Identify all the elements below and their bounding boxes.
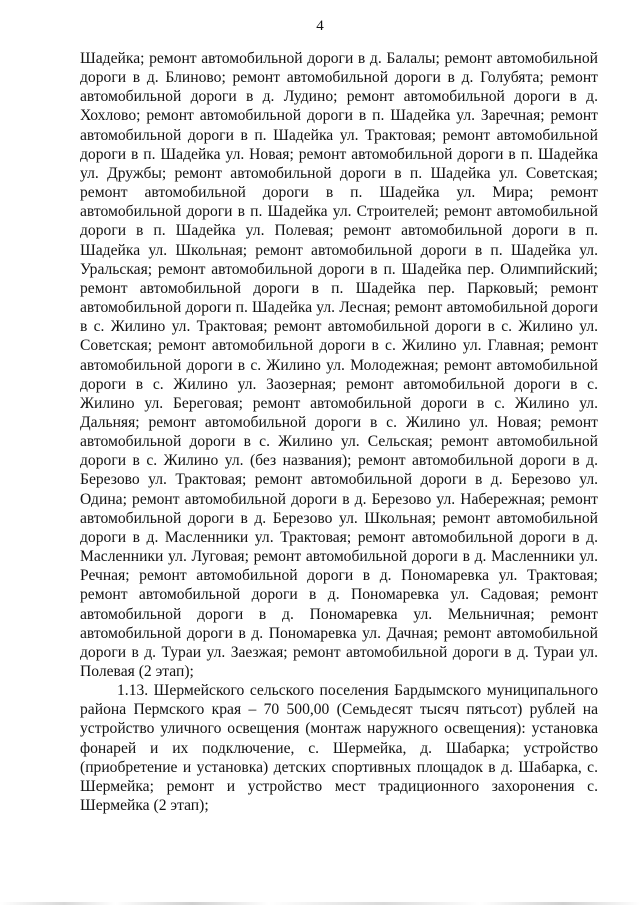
page-number: 4: [316, 18, 324, 34]
document-body: [80, 49, 598, 815]
paragraph-road-repairs-continued: Шадейка; ремонт автомобильной дороги в д. Балалы; ремонт автомобильной дороги в д. Блиново; ремонт автомобильной дороги в д. Голубята; ремонт автомобильной дороги в д. Лудино; ремонт автомобильной дороги в д. Хохлово; ремонт автомобильной дороги в п. Шадейка ул. Заречная; ремонт автомобильной дороги в п. Шадейка ул. Трактовая; ремонт автомобильной дороги в п. Шадейка ул. Новая; ремонт автомобильной дороги в п. Шадейка ул. Дружбы; ремонт автомобильной дороги в п. Шадейка ул. Советская; ремонт автомобильной дороги в п. Шадейка ул. Мира; ремонт автомобильной дороги в п. Шадейка ул. Строителей; ремонт автомобильной дороги в п. Шадейка ул. Полевая; ремонт автомобильной дороги в п. Шадейка ул. Школьная; ремонт автомобильной дороги в п. Шадейка ул. Уральская; ремонт автомобильной дороги в п. Шадейка пер. Олимпийский; ремонт автомобильной дороги в п. Шадейка пер. Парковый; ремонт автомобильной дороги п. Шадейка ул. Лесная; ремонт автомобильной дороги в с. Жилино ул. Трактовая; ремонт автомобильной дороги в с. Жилино ул. Советская; ремонт автомобильной дороги в с. Жилино ул. Главная; ремонт автомобильной дороги в с. Жилино ул. Молодежная; ремонт автомобильной дороги в с. Жилино ул. Заозерная; ремонт автомобильной дороги в с. Жилино ул. Береговая; ремонт автомобильной дороги в с. Жилино ул. Дальняя; ремонт автомобильной дороги в с. Жилино ул. Новая; ремонт автомобильной дороги в с. Жилино ул. Сельская; ремонт автомобильной дороги в с. Жилино ул. (без названия); ремонт автомобильной дороги в д. Березово ул. Трактовая; ремонт автомобильной дороги в д. Березово ул. Одина; ремонт автомобильной дороги в д. Березово ул. Набережная; ремонт автомобильной дороги в д. Березово ул. Школьная; ремонт автомобильной дороги в д. Масленники ул. Трактовая; ремонт автомобильной дороги в д. Масленники ул. Луговая; ремонт автомобильной дороги в д. Масленники ул. Речная; ремонт автомобильной дороги в д. Пономаревка ул. Трактовая; ремонт автомобильной дороги в д. Пономаревка ул. Садовая; ремонт автомобильной дороги в д. Пономаревка ул. Мельничная; ремонт автомобильной дороги в д. Пономаревка ул. Дачная; ремонт автомобильной дороги в д. Тураи ул. Заезжая; ремонт автомобильной дороги в д. Тураи ул. Полевая (2 этап);: [80, 50, 598, 680]
paragraph-item-1-13: 1.13. Шермейского сельского поселения Бардымского муниципального района Пермского края – 70 500,00 (Семьдесят тысяч пятьсот) рублей на устройство уличного освещения (монтаж наружного освещения): установка фонарей и их подключение, с. Шермейка, д. Шабарка; устройство (приобретение и установка) детских спортивных площадок в д. Шабарка, с. Шермейка; ремонт и устройство мест традиционного захоронения с. Шермейка (2 этап);: [80, 682, 598, 815]
